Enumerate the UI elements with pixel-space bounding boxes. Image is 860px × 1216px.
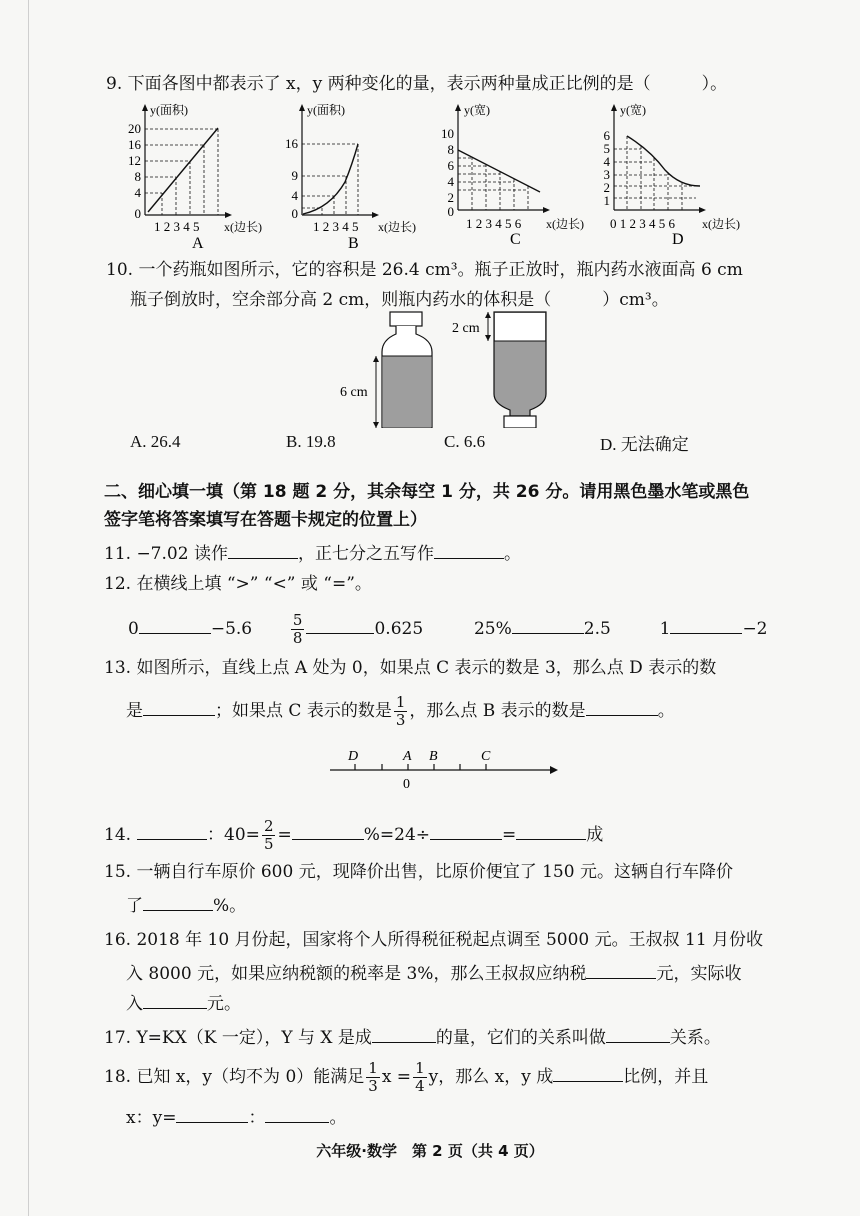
bottle-figures [0, 308, 860, 428]
svg-text:0: 0 [447, 204, 454, 219]
q10-option-a[interactable]: A. 26.4 [130, 432, 181, 451]
q18-line1: 18. 已知 x，y（均不为 0）能满足 $\frac{1}{3}$ x = $\frac{1}{4}$ y，那么 x，y 成 比例，并且 [104, 1059, 709, 1095]
svg-text:0: 0 [134, 206, 141, 221]
q17: 17. Y=KX（K 一定），Y 与 X 是成 的量，它们的关系叫做 关系。 [104, 1024, 721, 1050]
svg-text:1 2 3 4 5 6: 1 2 3 4 5 6 [466, 216, 522, 231]
svg-text:16: 16 [285, 136, 298, 151]
svg-text:9: 9 [291, 168, 298, 183]
graph-b [285, 103, 416, 252]
q12-text: 12. 在横线上填 “>” “<” 或 “=”。 [104, 574, 372, 594]
upright-bottle [340, 312, 432, 428]
svg-text:0 1 2 3 4 5 6: 0 1 2 3 4 5 6 [610, 216, 675, 231]
svg-text:2: 2 [603, 180, 610, 195]
svg-text:x(边长): x(边长) [546, 217, 584, 231]
svg-text:D: D [672, 231, 684, 248]
q16-line2: 入 8000 元，如果应纳税额的税率是 3%，那么王叔叔应纳税 元，实际收 [126, 960, 741, 986]
q10-option-b[interactable]: B. 19.8 [286, 432, 336, 451]
svg-text:y(面积): y(面积) [307, 103, 345, 117]
q17-blank-2[interactable] [606, 1024, 670, 1043]
svg-text:1 2 3 4 5: 1 2 3 4 5 [313, 219, 359, 234]
q16-line3: 入 元。 [126, 990, 241, 1016]
number-line [0, 742, 860, 792]
q13-blank-2[interactable] [586, 697, 658, 716]
q18-blank-2[interactable] [176, 1104, 248, 1123]
svg-text:4: 4 [291, 188, 298, 203]
svg-text:5: 5 [603, 141, 610, 156]
svg-text:4: 4 [603, 154, 610, 169]
svg-text:8: 8 [447, 142, 454, 157]
graph-a [128, 103, 262, 252]
q15-line2: 了 %。 [126, 892, 246, 918]
svg-text:20: 20 [128, 121, 141, 136]
q11-blank-1[interactable] [228, 540, 298, 559]
q13-blank-1[interactable] [143, 697, 215, 716]
q12-blank-2[interactable] [306, 615, 374, 634]
q11: 11. −7.02 读作 ，正七分之五写作 。 [104, 540, 521, 566]
q12-blank-3[interactable] [512, 615, 584, 634]
section2-line2: 签字笔将答案填写在答题卡规定的位置上） [104, 510, 427, 530]
q10-line2: 瓶子倒放时，空余部分高 2 cm，则瓶内药水的体积是（ ）cm³。 [130, 290, 669, 310]
point-zero: 0 [403, 777, 410, 792]
q16-blank-1[interactable] [586, 960, 656, 979]
q17-blank-1[interactable] [372, 1024, 436, 1043]
svg-text:x(边长): x(边长) [224, 220, 262, 234]
q15-blank[interactable] [143, 892, 213, 911]
q13-line1: 13. 如图所示，直线上点 A 处为 0，如果点 C 表示的数是 3，那么点 D 表示的数 [104, 658, 717, 678]
q10-option-c[interactable]: C. 6.6 [444, 432, 486, 451]
q12-blank-4[interactable] [670, 615, 742, 634]
q18-blank-3[interactable] [265, 1104, 329, 1123]
inverted-bottle [452, 312, 546, 428]
q18-line2: x：y= ： 。 [126, 1104, 346, 1130]
q18-blank-1[interactable] [553, 1063, 623, 1082]
svg-text:12: 12 [128, 153, 141, 168]
svg-text:8: 8 [134, 169, 141, 184]
page-footer: 六年级·数学 第 2 页（共 4 页） [316, 1142, 544, 1160]
q14-blank-1[interactable] [137, 821, 207, 840]
q10-line1: 10. 一个药瓶如图所示，它的容积是 26.4 cm³。瓶子正放时，瓶内药水液面高 6 cm [106, 260, 743, 280]
svg-text:y(宽): y(宽) [464, 103, 490, 117]
svg-text:4: 4 [447, 174, 454, 189]
svg-text:B: B [348, 235, 359, 252]
q13-line2: 是 ；如果点 C 表示的数是 $\frac{1}{3}$ ，那么点 B 表示的数是 。 [126, 693, 675, 729]
svg-text:6: 6 [603, 128, 610, 143]
svg-text:1: 1 [603, 193, 610, 208]
graph-d [604, 103, 741, 248]
graph-a-ylabel: y(面积) [150, 103, 188, 117]
svg-text:y(宽): y(宽) [620, 103, 646, 117]
svg-text:3: 3 [603, 167, 610, 182]
fraction-2-5: $\frac{2}{5}$ [263, 817, 274, 853]
q14: 14. ：40= $\frac{2}{5}$ = %=24÷ = 成 [104, 817, 604, 853]
q14-blank-3[interactable] [430, 821, 502, 840]
q12-items: 0 −5.6 $\frac{5}{8}$ 0.625 25% 2.5 1 −2 [128, 611, 768, 647]
svg-text:0: 0 [291, 206, 298, 221]
fraction-1-3b: $\frac{1}{3}$ [368, 1059, 378, 1095]
q16-line1: 16. 2018 年 10 月份起，国家将个人所得税征税起点调至 5000 元。王叔叔 11 月份收 [104, 930, 764, 950]
q11-blank-2[interactable] [434, 540, 504, 559]
graph-c [441, 103, 584, 248]
q15-line1: 15. 一辆自行车原价 600 元，现降价出售，比原价便宜了 150 元。这辆自行车降价 [104, 862, 733, 882]
svg-text:x(边长): x(边长) [702, 217, 740, 231]
point-a: A [403, 749, 412, 764]
svg-text:2: 2 [447, 190, 454, 205]
fraction-1-3: $\frac{1}{3}$ [395, 693, 406, 729]
svg-text:16: 16 [128, 137, 141, 152]
label-2cm: 2 cm [452, 321, 480, 336]
fraction-1-4: $\frac{1}{4}$ [415, 1059, 425, 1095]
q14-blank-4[interactable] [516, 821, 586, 840]
svg-text:6: 6 [447, 158, 454, 173]
point-d: D [348, 749, 359, 764]
svg-text:x(边长): x(边长) [378, 220, 416, 234]
svg-text:C: C [510, 231, 521, 248]
label-6cm: 6 cm [340, 385, 368, 400]
section2-line1: 二、细心填一填（第 18 题 2 分，其余每空 1 分，共 26 分。请用黑色墨水笔或黑色 [104, 482, 750, 502]
fraction-5-8: $\frac{5}{8}$ [292, 611, 303, 647]
svg-text:4: 4 [134, 185, 141, 200]
q9-graphs [0, 100, 860, 260]
svg-text:1 2 3 4 5: 1 2 3 4 5 [154, 219, 200, 234]
q16-blank-2[interactable] [143, 990, 207, 1009]
q12-blank-1[interactable] [139, 615, 211, 634]
graph-a-letter: A [192, 235, 204, 252]
svg-text:10: 10 [441, 126, 454, 141]
point-b: B [429, 749, 438, 764]
q10-option-d[interactable]: D. 无法确定 [600, 435, 689, 454]
point-c: C [481, 749, 491, 764]
q14-blank-2[interactable] [292, 821, 364, 840]
q9-text: 9. 下面各图中都表示了 x，y 两种变化的量，表示两种量成正比例的是（ ）。 [106, 74, 728, 94]
